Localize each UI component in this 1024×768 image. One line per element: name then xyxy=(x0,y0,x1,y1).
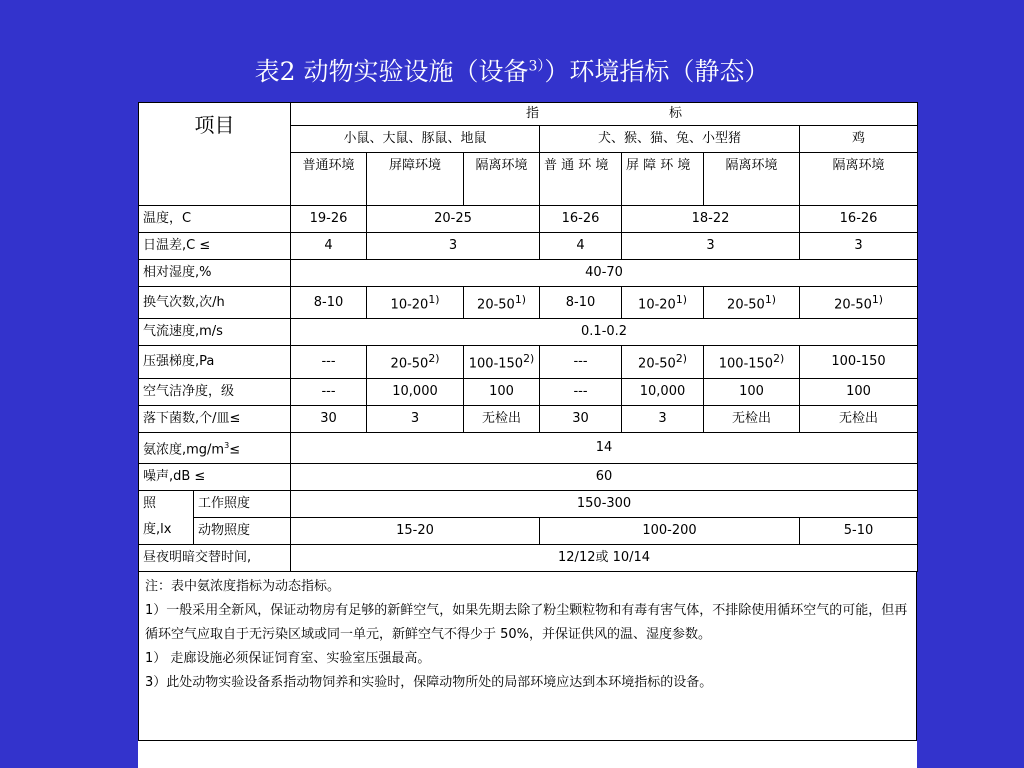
slide-title xyxy=(0,52,1024,88)
value-cell: 3 xyxy=(622,233,800,260)
header-index: 指 标 xyxy=(291,103,918,126)
value-cell: 100 xyxy=(704,378,800,405)
env-cell: 普通环境 xyxy=(291,153,367,206)
value-cell: 100 xyxy=(464,378,540,405)
table-row xyxy=(139,490,918,517)
value-cell: 5-10 xyxy=(800,517,918,544)
value-cell: 3 xyxy=(622,405,704,432)
row-label: 气流速度,m/s xyxy=(139,319,291,346)
env-cell: 隔离环境 xyxy=(464,153,540,206)
row-label: 日温差,C ≤ xyxy=(139,233,291,260)
value-cell: 20-50$^{1)}$ xyxy=(704,287,800,319)
header-item: 项目 xyxy=(139,103,291,206)
title-main: 表2 动物实验设施（设备 xyxy=(254,57,529,86)
note-line: 1） 走廊设施必须保证饲育室、实验室压强最高。 xyxy=(145,651,431,666)
table-row xyxy=(139,463,918,490)
value-cell: 100-200 xyxy=(540,517,800,544)
table-sheet xyxy=(138,102,917,768)
note-line: 注：表中氨浓度指标为动态指标。 xyxy=(145,579,341,594)
value-cell: 4 xyxy=(291,233,367,260)
value-cell: 无检出 xyxy=(464,405,540,432)
table-row xyxy=(139,544,918,571)
value-cell: 100 xyxy=(800,378,918,405)
value-cell: 4 xyxy=(540,233,622,260)
value-cell: 100-150$^{2)}$ xyxy=(704,346,800,378)
value-cell: 3 xyxy=(800,233,918,260)
value-cell: 19-26 xyxy=(291,206,367,233)
group-chicken: 鸡 xyxy=(800,126,918,153)
value-cell: 20-50$^{1)}$ xyxy=(800,287,918,319)
env-cell: 屏障环境 xyxy=(367,153,464,206)
row-label: 昼夜明暗交替时间, xyxy=(139,544,291,571)
value-cell: 20-50$^{1)}$ xyxy=(464,287,540,319)
value-cell: 30 xyxy=(540,405,622,432)
lux-label: 照 度,lx xyxy=(139,490,194,544)
row-label: 换气次数,次/h xyxy=(139,287,291,319)
value-cell: 10,000 xyxy=(622,378,704,405)
value-cell: --- xyxy=(540,378,622,405)
value-cell: --- xyxy=(540,346,622,378)
table-row xyxy=(139,233,918,260)
env-cell: 隔离环境 xyxy=(704,153,800,206)
value-cell: 40-70 xyxy=(291,260,918,287)
value-cell: 14 xyxy=(291,432,918,463)
row-label: 温度，C xyxy=(139,206,291,233)
value-cell: 20-50$^{2)}$ xyxy=(622,346,704,378)
value-cell: 60 xyxy=(291,463,918,490)
value-cell: 10,000 xyxy=(367,378,464,405)
value-cell: --- xyxy=(291,378,367,405)
note-line: 3）此处动物实验设备系指动物饲养和实验时，保障动物所处的局部环境应达到本环境指标的设备。 xyxy=(145,675,713,690)
env-cell: 隔离环境 xyxy=(800,153,918,206)
value-cell: 3 xyxy=(367,405,464,432)
value-cell: 30 xyxy=(291,405,367,432)
row-label: 噪声,dB ≤ xyxy=(139,463,291,490)
table-row xyxy=(139,517,918,544)
table-row xyxy=(139,432,918,463)
group-others: 犬、猴、猫、兔、小型猪 xyxy=(540,126,800,153)
row-label: 氨浓度$,mg/m^3\le$ xyxy=(139,432,291,463)
env-cell: 屏 障 环 境 xyxy=(622,153,704,206)
row-label: 压强梯度,Pa xyxy=(139,346,291,378)
value-cell: 15-20 xyxy=(291,517,540,544)
environment-index-table xyxy=(138,102,918,572)
value-cell: --- xyxy=(291,346,367,378)
value-cell: 10-20$^{1)}$ xyxy=(367,287,464,319)
table-row xyxy=(139,206,918,233)
table-row xyxy=(139,346,918,378)
value-cell: 150-300 xyxy=(291,490,918,517)
env-cell: 普 通 环 境 xyxy=(540,153,622,206)
value-cell: 20-25 xyxy=(367,206,540,233)
row-label: 工作照度 xyxy=(194,490,291,517)
row-label: 动物照度 xyxy=(194,517,291,544)
value-cell: 3 xyxy=(367,233,540,260)
table-row xyxy=(139,287,918,319)
value-cell: 无检出 xyxy=(704,405,800,432)
row-label: 相对湿度,% xyxy=(139,260,291,287)
value-cell: 16-26 xyxy=(800,206,918,233)
value-cell: 10-20$^{1)}$ xyxy=(622,287,704,319)
row-label: 落下菌数,个/皿≤ xyxy=(139,405,291,432)
value-cell: 100-150$^{2)}$ xyxy=(464,346,540,378)
title-tail: ）环境指标（静态） xyxy=(544,57,770,86)
table-row xyxy=(139,319,918,346)
table-row xyxy=(139,260,918,287)
group-rodents: 小鼠、大鼠、豚鼠、地鼠 xyxy=(291,126,540,153)
row-label: 空气洁净度，级 xyxy=(139,378,291,405)
table-notes xyxy=(138,571,917,741)
value-cell: 0.1-0.2 xyxy=(291,319,918,346)
value-cell: 100-150 xyxy=(800,346,918,378)
title-sup: 3） xyxy=(528,58,545,75)
header-row-1 xyxy=(139,103,918,126)
note-line: 1）一般采用全新风，保证动物房有足够的新鲜空气，如果先期去除了粉尘颗粒物和有毒有害气体，不排除使用循环空气的可能，但再循环空气应取自于无污染区域或同一单元，新鲜空气不得少于 50%，并保证供风的温、湿度参数。 xyxy=(145,603,908,642)
table-row xyxy=(139,405,918,432)
value-cell: 20-50$^{2)}$ xyxy=(367,346,464,378)
value-cell: 18-22 xyxy=(622,206,800,233)
value-cell: 12/12或 10/14 xyxy=(291,544,918,571)
value-cell: 8-10 xyxy=(540,287,622,319)
value-cell: 16-26 xyxy=(540,206,622,233)
value-cell: 无检出 xyxy=(800,405,918,432)
value-cell: 8-10 xyxy=(291,287,367,319)
table-row xyxy=(139,378,918,405)
